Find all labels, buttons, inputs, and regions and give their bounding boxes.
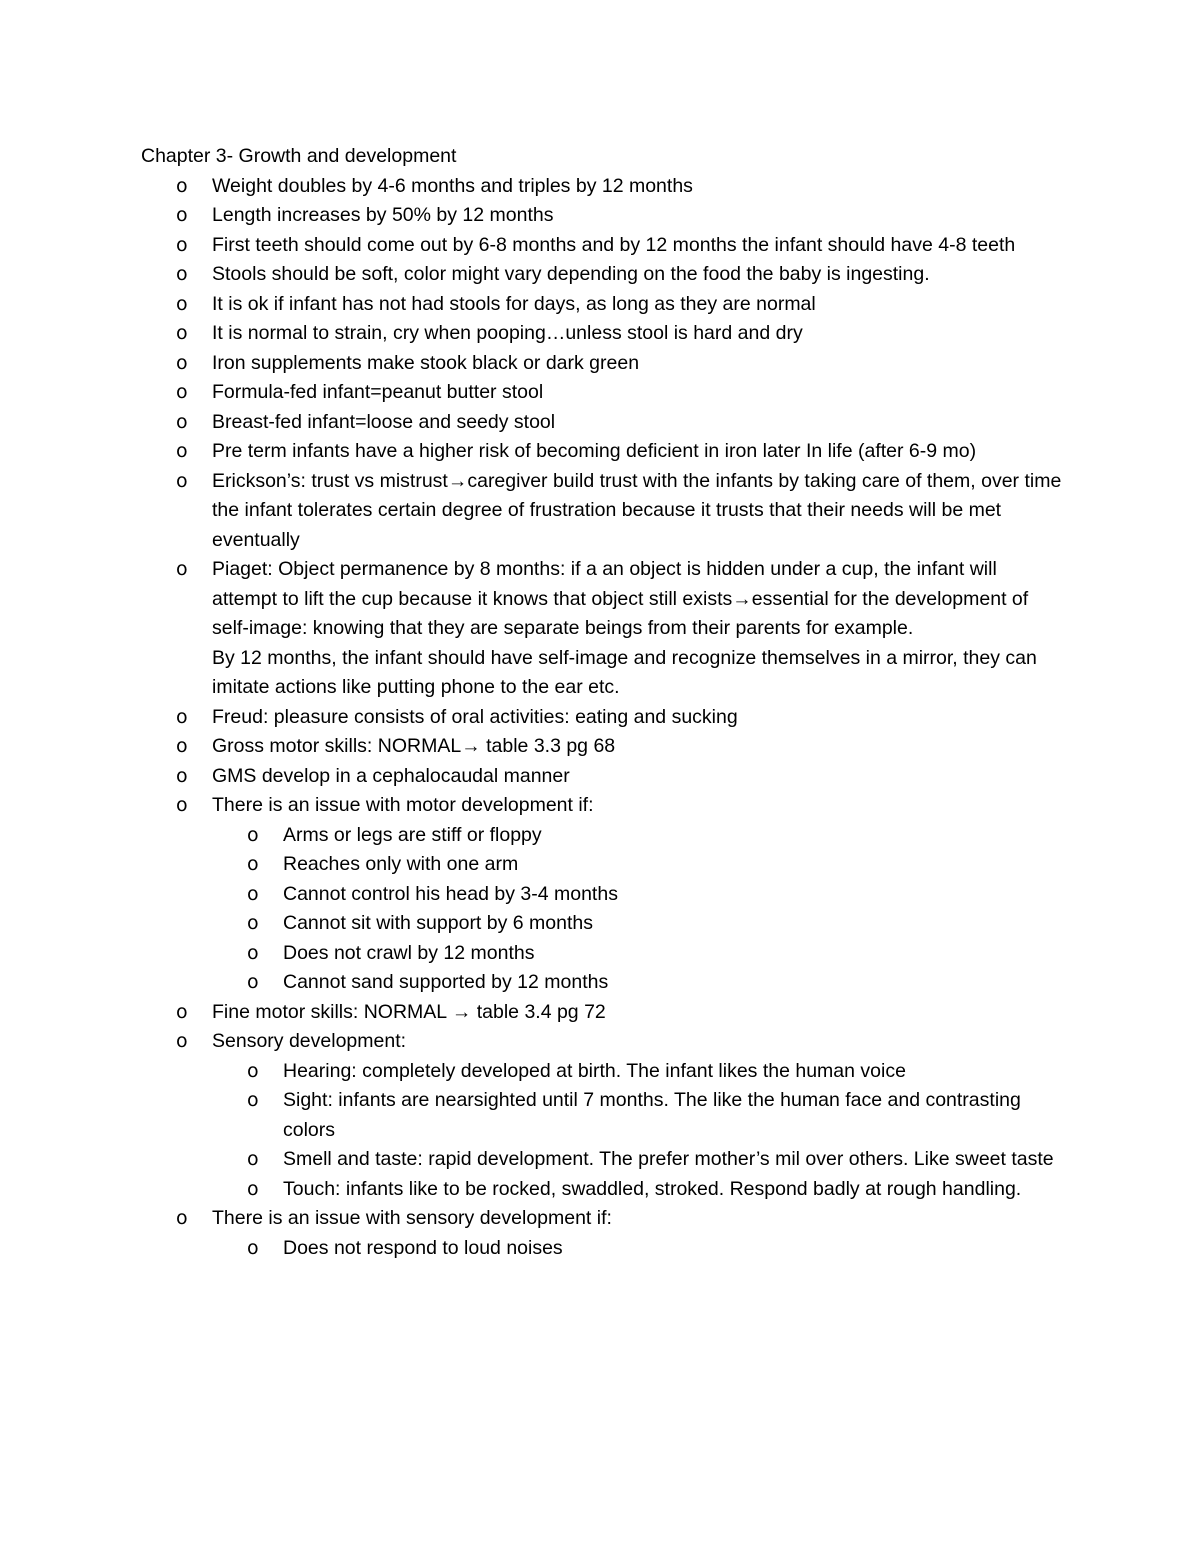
list-item-text: Fine motor skills: NORMAL → table 3.4 pg 72 — [212, 1000, 606, 1023]
sub-list-item — [247, 1086, 1066, 1145]
sub-list-item — [247, 850, 1066, 880]
list-item-text: It is normal to strain, cry when pooping…unless stool is hard and dry — [212, 322, 803, 344]
sub-list-item-text: Sight: infants are nearsighted until 7 months. The like the human face and contrasting colors — [283, 1089, 1021, 1141]
sub-bullet-list — [247, 1234, 1066, 1264]
bullet-icon: o — [176, 204, 188, 226]
list-item — [176, 762, 1066, 792]
bullet-icon: o — [247, 1089, 259, 1111]
list-item-text: It is ok if infant has not had stools for days, as long as they are normal — [212, 292, 816, 315]
list-item-text: Pre term infants have a higher risk of becoming deficient in iron later In life (after 6-9 mo) — [212, 440, 977, 462]
list-item-text: Iron supplements make stook black or dark green — [212, 351, 640, 374]
bullet-icon: o — [176, 233, 188, 256]
bullet-icon: o — [176, 263, 188, 285]
list-item — [176, 378, 1066, 408]
list-item — [176, 231, 1066, 261]
list-item-continuation: By 12 months, the infant should have self-image and recognize themselves in a mirror, they can imitate actions like putting phone to the ear etc. — [212, 646, 1037, 698]
bullet-icon: o — [247, 1148, 259, 1170]
list-item — [176, 998, 1066, 1028]
sub-list-item — [247, 1145, 1066, 1175]
list-item-text: Length increases by 50% by 12 months — [212, 204, 554, 226]
bullet-icon: o — [176, 174, 188, 197]
sub-list-item — [247, 1057, 1066, 1087]
sub-list-item-text: Hearing: completely developed at birth. The infant likes the human voice — [283, 1059, 906, 1082]
list-item-text: There is an issue with sensory development if: — [212, 1207, 612, 1229]
bullet-icon: o — [176, 381, 188, 403]
sub-list-item — [247, 1175, 1066, 1205]
bullet-icon: o — [247, 941, 259, 964]
list-item — [176, 290, 1066, 320]
sub-list-item — [247, 909, 1066, 939]
list-item-text: First teeth should come out by 6-8 months and by 12 months the infant should have 4-8 teeth — [212, 233, 1016, 256]
sub-list-item-text: Does not respond to loud noises — [283, 1236, 563, 1259]
bullet-icon: o — [247, 853, 259, 875]
bullet-icon: o — [247, 882, 259, 905]
bullet-icon: o — [176, 558, 188, 580]
list-item-text: Stools should be soft, color might vary depending on the food the baby is ingesting. — [212, 263, 930, 285]
sub-list-item-text: Cannot sand supported by 12 months — [283, 971, 609, 993]
bullet-icon: o — [176, 322, 188, 344]
list-item-text: Gross motor skills: NORMAL→ table 3.3 pg 68 — [212, 735, 616, 757]
list-item-text: Breast-fed infant=loose and seedy stool — [212, 410, 556, 433]
bullet-icon: o — [247, 912, 259, 934]
list-item — [176, 172, 1066, 202]
list-item — [176, 201, 1066, 231]
list-item — [176, 437, 1066, 467]
bullet-icon: o — [176, 794, 188, 816]
bullet-icon: o — [176, 1000, 188, 1023]
sub-list-item — [247, 939, 1066, 969]
list-item — [176, 260, 1066, 290]
bullet-icon: o — [176, 764, 188, 787]
bullet-icon: o — [247, 1059, 259, 1082]
list-item-text: Freud: pleasure consists of oral activities: eating and sucking — [212, 705, 738, 728]
sub-list-item-text: Does not crawl by 12 months — [283, 941, 535, 964]
sub-list-item — [247, 880, 1066, 910]
bullet-icon: o — [176, 410, 188, 433]
bullet-icon: o — [247, 1177, 259, 1200]
sub-list-item-text: Touch: infants like to be rocked, swaddled, stroked. Respond badly at rough handling. — [283, 1177, 1022, 1200]
sub-list-item-text: Cannot control his head by 3-4 months — [283, 882, 618, 905]
list-item-text: Piaget: Object permanence by 8 months: if a an object is hidden under a cup, the infant will attempt to lift the cup because it knows that object still exists→essential for the development of self-image: knowing that they are separate beings from their parents for example. — [212, 558, 1029, 639]
sub-list-item — [247, 821, 1066, 851]
sub-list-item — [247, 1234, 1066, 1264]
list-item-text: There is an issue with motor development if: — [212, 794, 594, 816]
list-item — [176, 1204, 1066, 1263]
page-title: Chapter 3- Growth and development — [141, 145, 457, 167]
bullet-icon: o — [176, 351, 188, 374]
list-item — [176, 349, 1066, 379]
list-item-text: Formula-fed infant=peanut butter stool — [212, 381, 544, 403]
sub-bullet-list — [247, 1057, 1066, 1205]
list-item — [176, 703, 1066, 733]
bullet-icon: o — [176, 705, 188, 728]
list-item — [176, 555, 1066, 703]
sub-list-item — [247, 968, 1066, 998]
bullet-icon: o — [247, 823, 259, 846]
sub-list-item-text: Smell and taste: rapid development. The prefer mother’s mil over others. Like sweet taste — [283, 1148, 1054, 1170]
list-item-text: Weight doubles by 4-6 months and triples by 12 months — [212, 174, 693, 197]
list-item-text: Erickson’s: trust vs mistrust→caregiver build trust with the infants by taking care of them, over time the infant tolerates certain degree of frustration because it trusts that their needs will be met eventually — [212, 469, 1062, 551]
bullet-icon: o — [176, 735, 188, 757]
bullet-icon: o — [176, 1207, 188, 1229]
list-item — [176, 1027, 1066, 1204]
bullet-icon: o — [176, 1030, 188, 1052]
bullet-icon: o — [176, 469, 188, 492]
sub-bullet-list — [247, 821, 1066, 998]
list-item — [176, 791, 1066, 998]
bullet-icon: o — [247, 1236, 259, 1259]
sub-list-item-text: Reaches only with one arm — [283, 853, 519, 875]
main-bullet-list — [176, 172, 1066, 1264]
list-item — [176, 408, 1066, 438]
sub-list-item-text: Cannot sit with support by 6 months — [283, 912, 593, 934]
list-item-text: GMS develop in a cephalocaudal manner — [212, 764, 570, 787]
list-item — [176, 467, 1066, 556]
bullet-icon: o — [176, 292, 188, 315]
bullet-icon: o — [247, 971, 259, 993]
list-item — [176, 319, 1066, 349]
list-item-text: Sensory development: — [212, 1030, 407, 1052]
bullet-icon: o — [176, 440, 188, 462]
list-item — [176, 732, 1066, 762]
sub-list-item-text: Arms or legs are stiff or floppy — [283, 823, 542, 846]
